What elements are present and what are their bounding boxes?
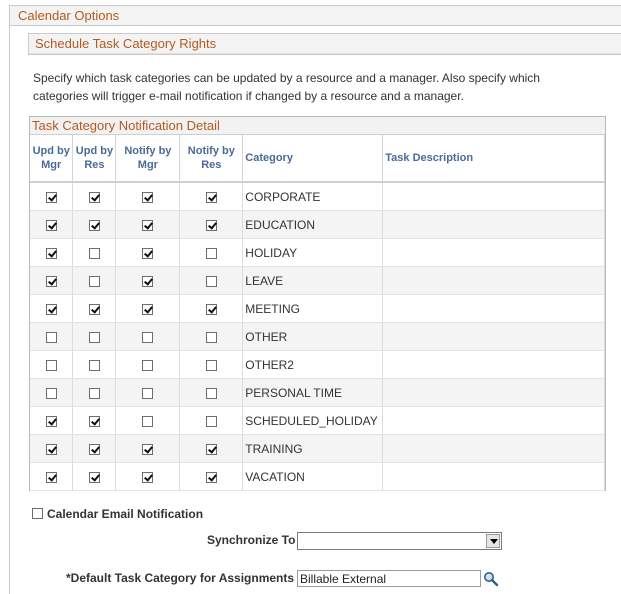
upd-res-checkbox[interactable]: [89, 332, 100, 343]
category-cell: MEETING: [243, 295, 383, 323]
upd-mgr-checkbox[interactable]: [46, 360, 57, 371]
cell-notify-res: [180, 295, 243, 323]
cell-notify-mgr: [116, 211, 180, 239]
subsection-title: Schedule Task Category Rights: [29, 34, 621, 54]
cell-upd-mgr: [30, 239, 73, 267]
table-row: [30, 379, 605, 407]
notify-mgr-checkbox[interactable]: [142, 388, 153, 399]
upd-res-checkbox[interactable]: [89, 444, 100, 455]
grid-title: Task Category Notification Detail: [30, 117, 605, 135]
cell-upd-mgr: [30, 323, 73, 351]
task-description-cell: [383, 323, 605, 351]
task-description-cell: [383, 407, 605, 435]
notify-mgr-checkbox[interactable]: [142, 248, 153, 259]
dropdown-arrow-icon[interactable]: [486, 534, 500, 548]
notify-mgr-checkbox[interactable]: [142, 220, 153, 231]
description-text: Specify which task categories can be updated by a resource and a manager. Also specify which categories will trigger e-mail notification if changed by a resource and a manager.: [33, 71, 540, 103]
cell-upd-mgr: [30, 211, 73, 239]
cell-notify-mgr: [116, 351, 180, 379]
upd-res-checkbox[interactable]: [89, 220, 100, 231]
email-notification-row: [32, 507, 203, 521]
col-header-task-description[interactable]: Task Description: [383, 135, 605, 182]
notify-res-checkbox[interactable]: [206, 472, 217, 483]
category-cell: EDUCATION: [243, 211, 383, 239]
cell-upd-mgr: [30, 351, 73, 379]
notify-res-checkbox[interactable]: [206, 304, 217, 315]
notify-res-checkbox[interactable]: [206, 360, 217, 371]
task-description-cell: [383, 379, 605, 407]
table-row: [30, 435, 605, 463]
table-row: [30, 323, 605, 351]
notify-mgr-checkbox[interactable]: [142, 416, 153, 427]
category-cell: OTHER: [243, 323, 383, 351]
cell-upd-res: [73, 182, 116, 211]
cell-upd-res: [73, 211, 116, 239]
category-cell: CORPORATE: [243, 182, 383, 211]
email-notification-label: Calendar Email Notification: [47, 507, 204, 521]
cell-notify-res: [180, 211, 243, 239]
cell-notify-res: [180, 239, 243, 267]
upd-mgr-checkbox[interactable]: [46, 416, 57, 427]
header-row: [30, 135, 605, 182]
upd-mgr-checkbox[interactable]: [46, 276, 57, 287]
cell-upd-res: [73, 351, 116, 379]
notify-mgr-checkbox[interactable]: [142, 276, 153, 287]
category-cell: LEAVE: [243, 267, 383, 295]
cell-upd-mgr: [30, 435, 73, 463]
cell-upd-res: [73, 323, 116, 351]
cell-notify-mgr: [116, 323, 180, 351]
cell-upd-mgr: [30, 407, 73, 435]
table-row: [30, 211, 605, 239]
cell-upd-res: [73, 295, 116, 323]
cell-notify-mgr: [116, 267, 180, 295]
upd-mgr-checkbox[interactable]: [46, 472, 57, 483]
notify-res-checkbox[interactable]: [206, 276, 217, 287]
table-row: [30, 182, 605, 211]
category-cell: PERSONAL TIME: [243, 379, 383, 407]
cell-notify-mgr: [116, 463, 180, 491]
cell-notify-res: [180, 435, 243, 463]
task-description-cell: [383, 351, 605, 379]
cell-notify-mgr: [116, 182, 180, 211]
task-description-cell: [383, 295, 605, 323]
task-category-table: [30, 135, 605, 491]
task-description-cell: [383, 239, 605, 267]
task-description-cell: [383, 182, 605, 211]
table-row: [30, 351, 605, 379]
cell-notify-res: [180, 463, 243, 491]
cell-upd-res: [73, 435, 116, 463]
notify-mgr-checkbox[interactable]: [142, 472, 153, 483]
cell-notify-res: [180, 407, 243, 435]
notify-res-checkbox[interactable]: [206, 248, 217, 259]
table-row: [30, 407, 605, 435]
task-description-cell: [383, 435, 605, 463]
cell-upd-res: [73, 267, 116, 295]
cell-upd-mgr: [30, 463, 73, 491]
upd-res-checkbox[interactable]: [89, 248, 100, 259]
cell-notify-mgr: [116, 435, 180, 463]
cell-upd-mgr: [30, 182, 73, 211]
default-category-input[interactable]: Billable External: [297, 570, 481, 587]
task-description-cell: [383, 267, 605, 295]
cell-upd-res: [73, 239, 116, 267]
cell-notify-mgr: [116, 407, 180, 435]
notify-mgr-checkbox[interactable]: [142, 332, 153, 343]
task-category-grid: [29, 116, 606, 491]
notify-mgr-checkbox[interactable]: [142, 304, 153, 315]
upd-res-checkbox[interactable]: [89, 472, 100, 483]
upd-res-checkbox[interactable]: [89, 304, 100, 315]
cell-upd-res: [73, 379, 116, 407]
synchronize-select[interactable]: [297, 532, 502, 550]
cell-notify-mgr: [116, 379, 180, 407]
table-row: [30, 239, 605, 267]
task-description-cell: [383, 463, 605, 491]
notify-res-checkbox[interactable]: [206, 220, 217, 231]
category-cell: SCHEDULED_HOLIDAY: [243, 407, 383, 435]
cell-upd-mgr: [30, 379, 73, 407]
col-header-category[interactable]: Category: [243, 135, 383, 182]
upd-mgr-checkbox[interactable]: [46, 444, 57, 455]
notify-res-checkbox[interactable]: [206, 388, 217, 399]
cell-upd-mgr: [30, 267, 73, 295]
upd-mgr-checkbox[interactable]: [46, 304, 57, 315]
upd-mgr-checkbox[interactable]: [46, 248, 57, 259]
notify-mgr-checkbox[interactable]: [142, 192, 153, 203]
table-row: [30, 295, 605, 323]
notify-mgr-checkbox[interactable]: [142, 444, 153, 455]
cell-notify-res: [180, 323, 243, 351]
cell-notify-res: [180, 351, 243, 379]
grid-body: [30, 182, 605, 491]
upd-mgr-checkbox[interactable]: [46, 220, 57, 231]
notify-res-checkbox[interactable]: [206, 416, 217, 427]
cell-notify-mgr: [116, 295, 180, 323]
section-title: Calendar Options: [9, 5, 621, 26]
cell-upd-res: [73, 463, 116, 491]
cell-notify-res: [180, 379, 243, 407]
email-notification-checkbox[interactable]: [32, 508, 43, 519]
magnifier-icon[interactable]: [483, 571, 499, 587]
upd-res-checkbox[interactable]: [89, 388, 100, 399]
category-cell: VACATION: [243, 463, 383, 491]
upd-res-checkbox[interactable]: [89, 416, 100, 427]
default-category-label: *Default Task Category for Assignments: [66, 571, 295, 585]
table-row: [30, 267, 605, 295]
task-description-cell: [383, 211, 605, 239]
notify-mgr-checkbox[interactable]: [142, 360, 153, 371]
category-cell: TRAINING: [243, 435, 383, 463]
notify-res-checkbox[interactable]: [206, 444, 217, 455]
cell-notify-mgr: [116, 239, 180, 267]
upd-mgr-checkbox[interactable]: [46, 388, 57, 399]
cell-notify-res: [180, 182, 243, 211]
notify-res-checkbox[interactable]: [206, 192, 217, 203]
cell-notify-res: [180, 267, 243, 295]
table-row: [30, 463, 605, 491]
upd-res-checkbox[interactable]: [89, 276, 100, 287]
category-cell: OTHER2: [243, 351, 383, 379]
upd-mgr-checkbox[interactable]: [46, 192, 57, 203]
notify-res-checkbox[interactable]: [206, 332, 217, 343]
col-header-upd-res[interactable]: Upd by Res: [73, 135, 116, 182]
upd-res-checkbox[interactable]: [89, 192, 100, 203]
cell-upd-mgr: [30, 295, 73, 323]
cell-upd-res: [73, 407, 116, 435]
synchronize-label: Synchronize To: [207, 533, 296, 547]
upd-res-checkbox[interactable]: [89, 360, 100, 371]
category-cell: HOLIDAY: [243, 239, 383, 267]
col-header-notify-res[interactable]: Notify by Res: [180, 135, 243, 182]
col-header-upd-mgr[interactable]: Upd by Mgr: [30, 135, 73, 182]
col-header-notify-mgr[interactable]: Notify by Mgr: [116, 135, 180, 182]
upd-mgr-checkbox[interactable]: [46, 332, 57, 343]
